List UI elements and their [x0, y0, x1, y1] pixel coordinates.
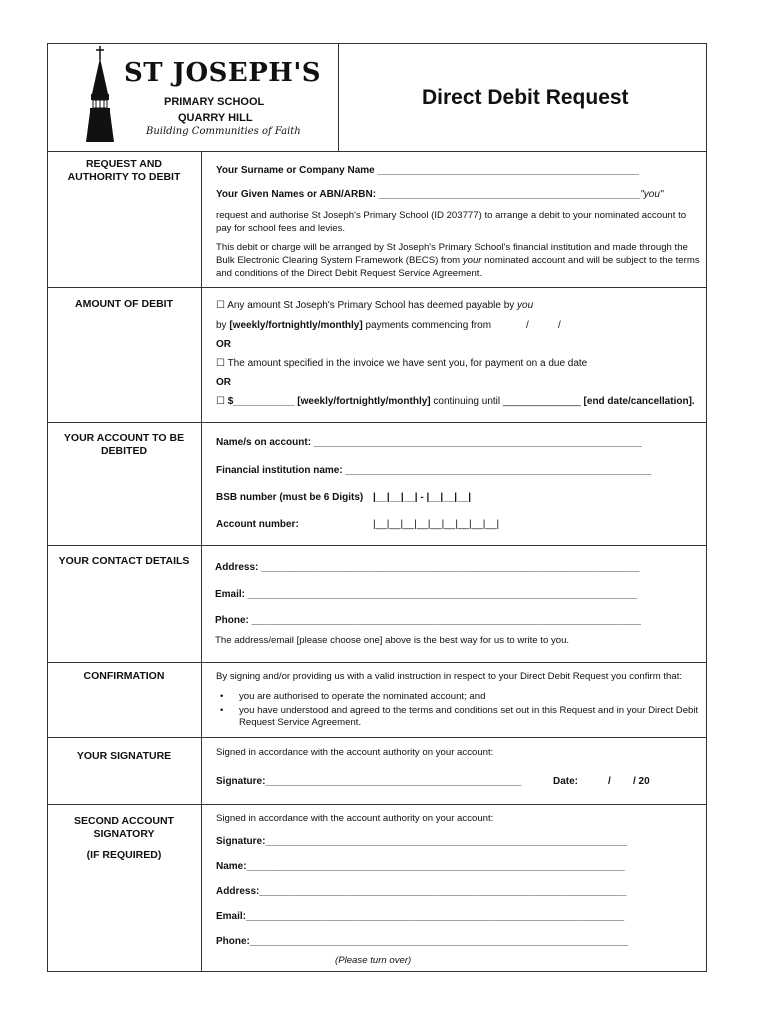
signature-intro: Signed in accordance with the account authority on your account:	[216, 747, 494, 758]
checkbox-fixed-amount[interactable]: ☐	[216, 396, 225, 407]
amount-option-any: ☐ Any amount St Joseph's Primary School has deemed payable by you	[216, 300, 534, 311]
authorise-paragraph: request and authorise St Joseph's Primary School (ID 203777) to arrange a debit to your nominated account to pay for school fees and levies.	[216, 210, 687, 234]
row-divider	[48, 737, 706, 738]
confirmation-item: • you have understood and agreed to the terms and conditions set out in this Request and in your Direct Debit Request Service Agreement.	[220, 705, 699, 728]
section-label-account: YOUR ACCOUNT TO BE DEBITED	[63, 432, 185, 457]
section-label-confirmation: CONFIRMATION	[83, 670, 165, 682]
confirmation-intro: By signing and/or providing us with a valid instruction in respect to your Direct Debit Request you confirm that:	[216, 671, 683, 682]
second-signature-field[interactable]: Signature:_________________________________________________________________	[216, 836, 627, 847]
bsb-label: BSB number (must be 6 Digits)	[216, 492, 364, 503]
column-divider	[201, 151, 202, 971]
second-email-field[interactable]: Email:____________________________________________________________________	[216, 911, 625, 922]
row-divider	[48, 662, 706, 663]
amount-option-invoice: ☐ The amount specified in the invoice we have sent you, for payment on a due date	[216, 358, 588, 369]
church-steeple-icon	[80, 46, 120, 150]
section-label-request: REQUEST AND AUTHORITY TO DEBIT	[67, 158, 181, 183]
account-number-label: Account number:	[216, 519, 299, 530]
header-divider	[338, 44, 339, 151]
turn-over-note: (Please turn over)	[335, 955, 412, 966]
confirmation-item: • you are authorised to operate the nominated account; and	[220, 691, 486, 702]
section-label-amount: AMOUNT OF DEBIT	[75, 298, 173, 310]
email-field[interactable]: Email: ______________________________________________________________________	[215, 589, 638, 600]
school-name: ST JOSEPH'S	[124, 58, 322, 88]
or-label: OR	[216, 377, 231, 388]
second-phone-field[interactable]: Phone:____________________________________________________________________	[216, 936, 629, 947]
given-names-field[interactable]: Your Given Names or ABN/ARBN: _______________________________________________"you"	[216, 189, 664, 200]
signature-field[interactable]: Signature:______________________________________________	[216, 776, 522, 787]
second-address-field[interactable]: Address:__________________________________________________________________	[216, 886, 627, 897]
surname-field[interactable]: Your Surname or Company Name _______________________________________________	[216, 165, 639, 176]
amount-frequency-line: by [weekly/fortnightly/monthly] payments commencing from	[216, 320, 492, 331]
school-line-1: PRIMARY SCHOOL	[164, 96, 265, 108]
school-logo	[72, 46, 332, 150]
account-number-input[interactable]: |__|__|__|__|__|__|__|__|__|	[373, 519, 500, 530]
second-name-field[interactable]: Name:____________________________________________________________________	[216, 861, 625, 872]
section-label-contact: YOUR CONTACT DETAILS	[58, 555, 190, 567]
address-field[interactable]: Address: ____________________________________________________________________	[215, 562, 640, 573]
direct-debit-form	[47, 43, 707, 972]
row-divider	[48, 545, 706, 546]
school-line-2: QUARRY HILL	[178, 112, 253, 124]
row-divider	[48, 151, 706, 152]
checkbox-any-amount[interactable]: ☐	[216, 300, 225, 311]
section-label-signature: YOUR SIGNATURE	[76, 750, 172, 762]
phone-field[interactable]: Phone: ______________________________________________________________________	[215, 615, 641, 626]
row-divider	[48, 287, 706, 288]
section-label-second-signatory: SECOND ACCOUNT SIGNATORY (IF REQUIRED)	[74, 815, 174, 861]
or-label: OR	[216, 339, 231, 350]
row-divider	[48, 422, 706, 423]
date-slash: /	[608, 776, 611, 787]
school-tagline: Building Communities of Faith	[146, 126, 301, 137]
amount-option-fixed: ☐ $___________ [weekly/fortnightly/monthly] continuing until ______________ [end date/cancellation].	[216, 396, 695, 407]
row-divider	[48, 804, 706, 805]
date-slash: /	[558, 320, 561, 331]
contact-note: The address/email [please choose one] above is the best way for us to write to you.	[215, 635, 570, 646]
account-names-field[interactable]: Name/s on account: ___________________________________________________________	[216, 437, 642, 448]
form-title: Direct Debit Request	[422, 86, 629, 109]
date-year[interactable]: / 20	[633, 776, 650, 787]
bsb-input[interactable]: |__|__|__| - |__|__|__|	[373, 492, 472, 503]
second-signatory-intro: Signed in accordance with the account authority on your account:	[216, 813, 494, 824]
checkbox-invoice-amount[interactable]: ☐	[216, 358, 225, 369]
date-slash: /	[526, 320, 529, 331]
becs-paragraph: This debit or charge will be arranged by St Joseph's Primary School's financial institution and made through the Bulk Electronic Clearing System Framework (BECS) from your nominated account and will be subject to the terms and conditions of the Direct Debit Request Service Agreement.	[216, 242, 700, 279]
institution-field[interactable]: Financial institution name: _______________________________________________________	[216, 465, 652, 476]
date-label: Date:	[553, 776, 579, 787]
